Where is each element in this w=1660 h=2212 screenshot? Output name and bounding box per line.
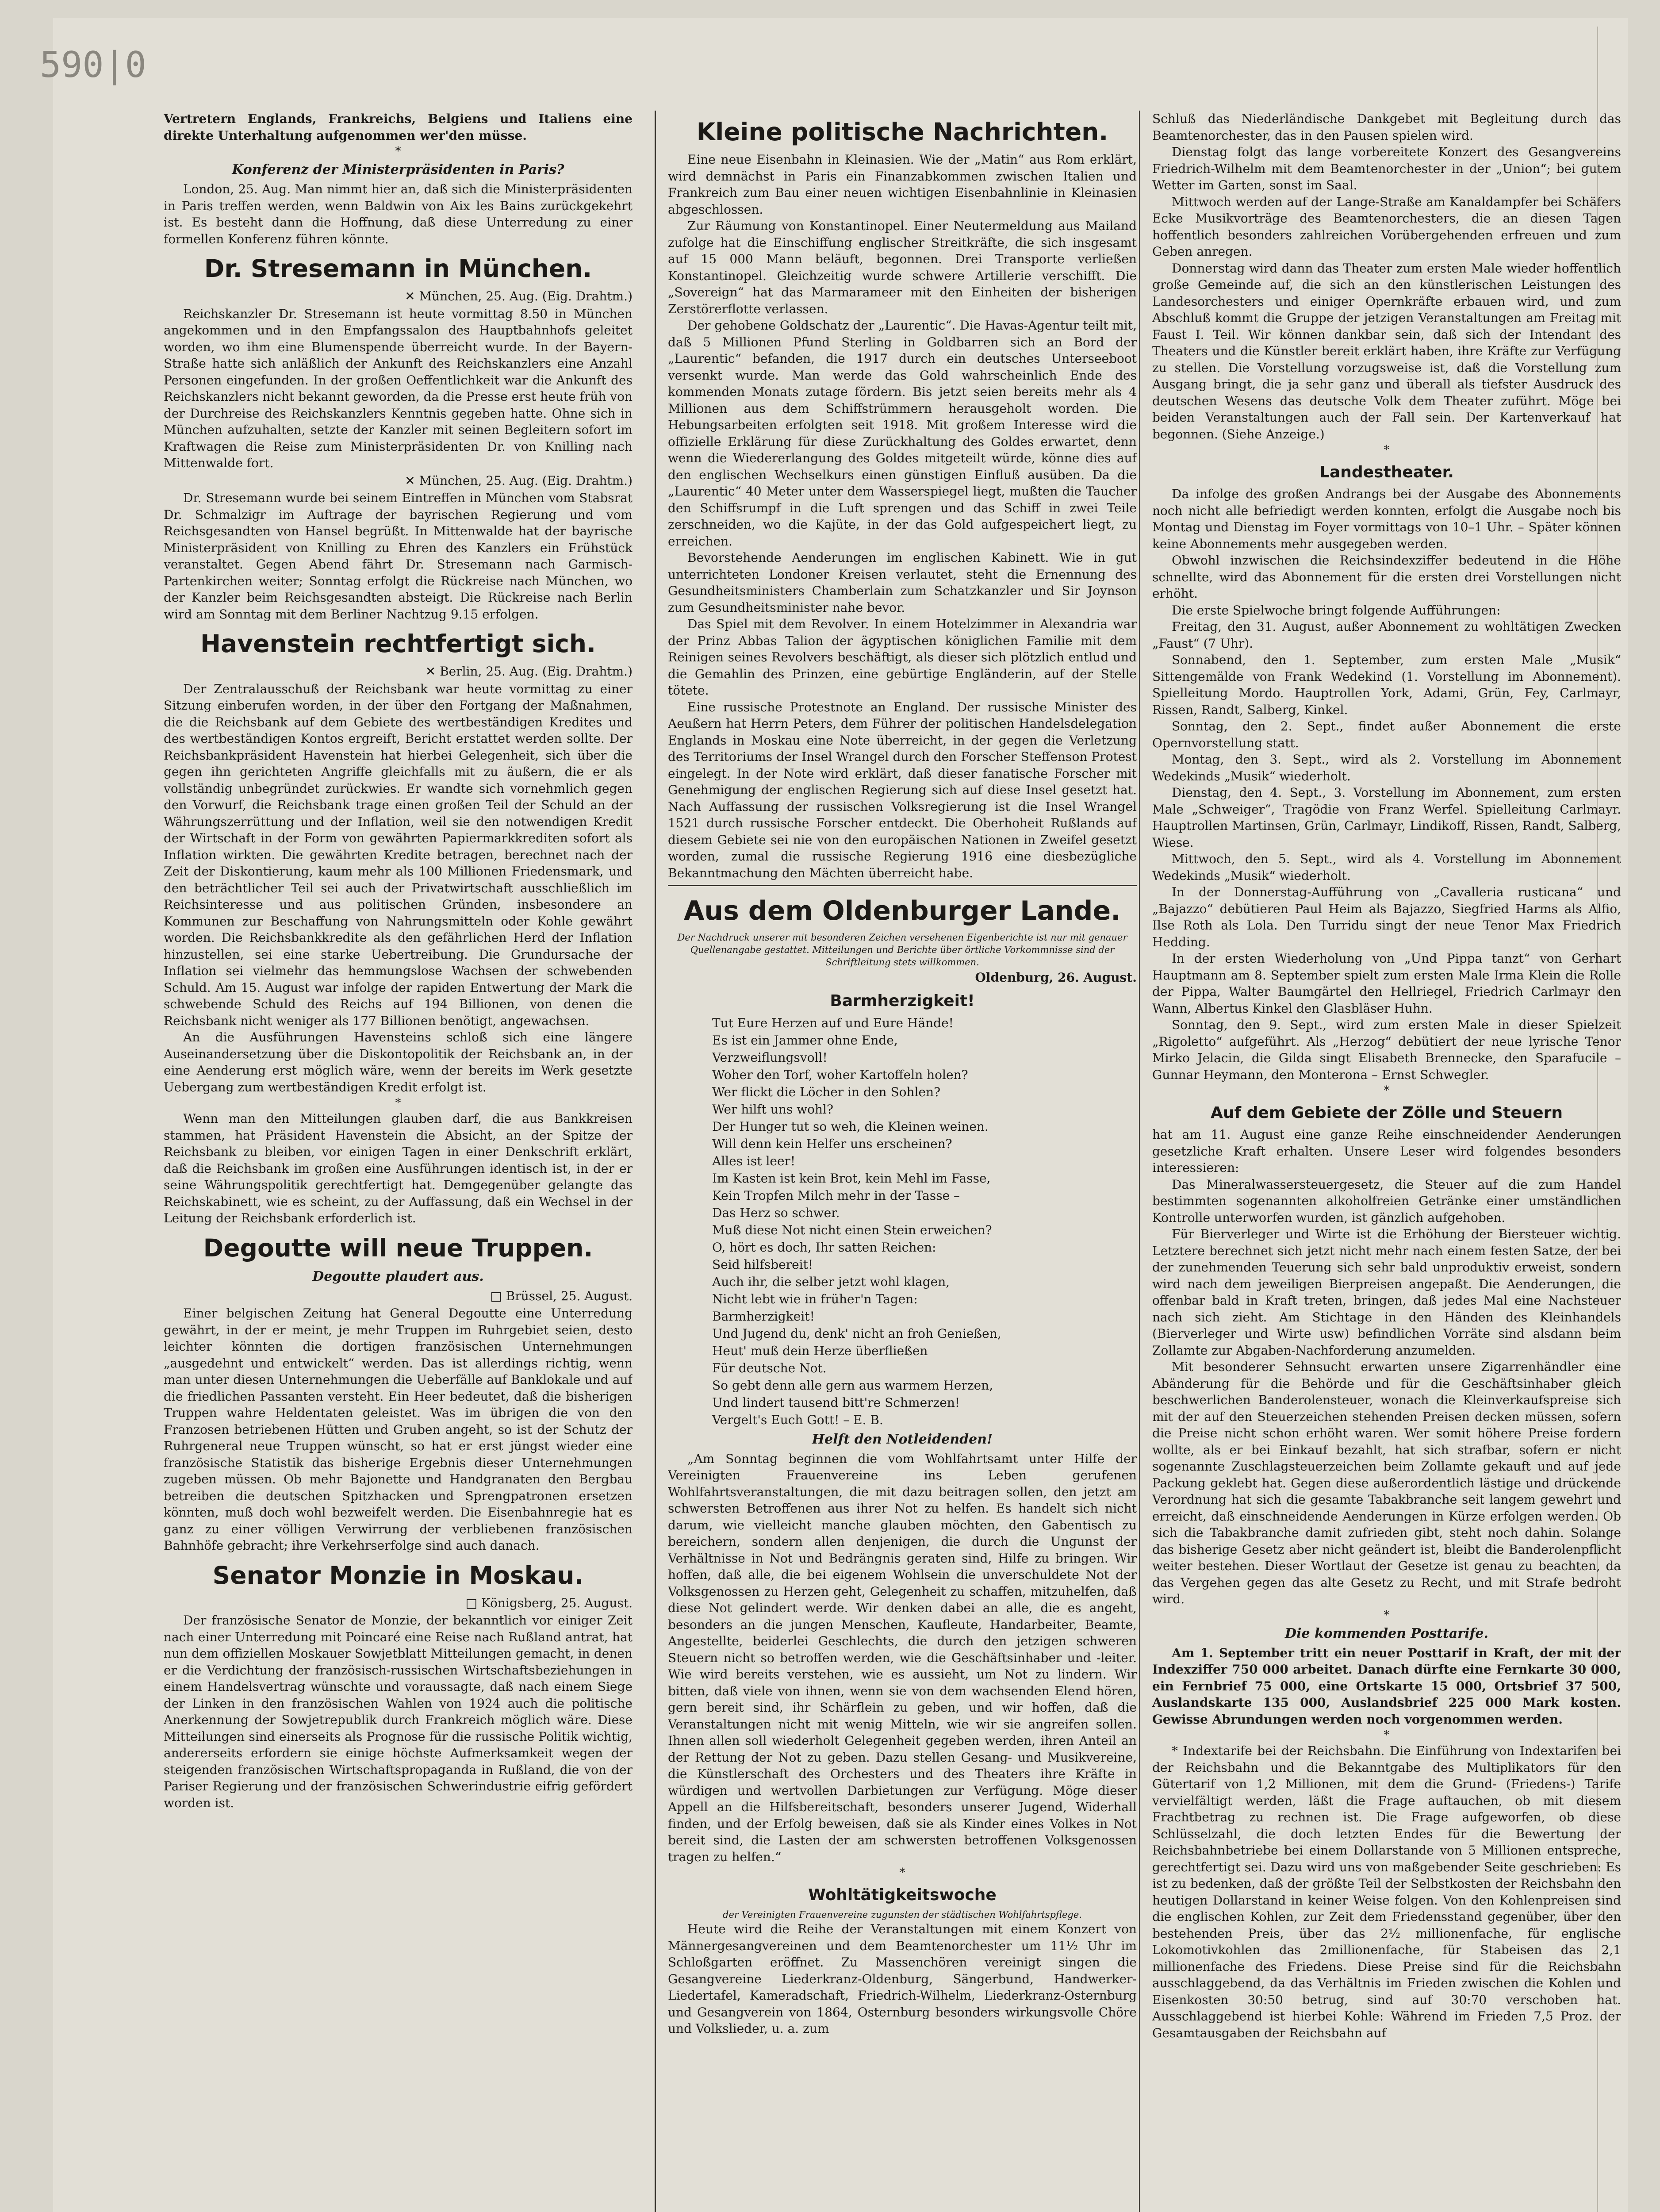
headline-posttarife: Die kommenden Posttarife. [1285, 1625, 1488, 1641]
reprint-note: Der Nachdruck unserer mit besonderen Zeichen versehenen Eigenberichte ist nur mit genauer Quellenangabe gestattet. Mitteilungen und Berichte über örtliche Vorkommnisse sind der Schriftleitung stets willkommen. [677, 932, 1127, 968]
schedule-entry: In der Donnerstag-Aufführung von „Cavalleria rusticana“ und „Bajazzo“ debütieren Paul Heim als Bajazzo, Siegfried Harms als Alfio, Ilse Roth als Lola. Den Turridu singt der neue Tenor Max Friedrich Hedding. [1152, 885, 1621, 949]
article-text: Obwohl inzwischen die Reichsindexziffer bedeutend in die Höhe schnellte, wird das Abonnement für die ersten drei Vorstellungen nicht erhöht. [1152, 553, 1621, 601]
article-text: An die Ausführungen Havensteins schloß sich eine längere Auseinandersetzung über die Diskontopolitik der Reichsbank an, in der eine Aenderung erst möglich wäre, wenn der bereits im Werk gesetzte Uebergang zum wertbeständigen Kredit erfolgt ist. [164, 1030, 633, 1094]
poem-line: Will denn kein Helfer uns erscheinen? [712, 1136, 952, 1151]
poem-title: Barmherzigkeit! [830, 991, 975, 1010]
article-text: Der Zentralausschuß der Reichsbank war heute vormittag zu einer Sitzung einberufen worden, in der über den Fortgang der Maßnahmen, die die Reichsbank auf dem Gebiete des wertbeständigen Kredites und des wertbeständigen Kontos ergreift, Bericht erstattet werden sollte. Der Reichsbankpräsident Havenstein hat hierbei Gelegenheit, sich über die gegen ihn gerichteten Angriffe gleichfalls mit zu äußern, die er als vollständig unbegründet zurückwies. Er wandte sich vornehmlich gegen den Vorwurf, die Reichsbank trage einen großen Teil der Schuld an der Währungszerrüttung und der Inflation, weil sie den notwendigen Kredit der Wirtschaft in der Form von gewährten Papiermarkkrediten sofort als Inflation wirkten. Die gewährten Kredite betragen, berechnet nach der Zeit der Diskontierung, kaum mehr als 100 Millionen Friedensmark, und den beträchtlicher Teil sei auch der Privatwirtschaft ausschließlich im Reichsinteresse und aus politischen Gründen, insbesondere an Kommunen zur Beschaffung von Nahrungsmitteln oder Kohle gewährt worden. Die Reichsbankkredite als den gefährlichen Herd der Inflation hinzustellen, sei eine starke Uebertreibung. Die Grundursache der Inflation sei vielmehr das hemmungslose Wachsen der schwebenden Schuld. Am 15. August war infolge der rapiden Entwertung der Mark die schwebende Schuld des Reichs auf 194 Billionen, von denen die Reichsbank nicht weniger als 177 Billionen benötigt, angewachsen. [164, 681, 633, 1028]
headline-havenstein: Havenstein rechtfertigt sich. [200, 630, 596, 658]
poem-line: Kein Tropfen Milch mehr in der Tasse – [712, 1188, 960, 1203]
headline-monzie: Senator Monzie in Moskau. [212, 1561, 584, 1590]
column-2 [668, 111, 1137, 2212]
article-text: Mittwoch werden auf der Lange-Straße am Kanaldampfer bei Schäfers Ecke Musikvorträge des Beamtenorchesters, die an diesen Tagen hoffentlich besonders zahlreichen Vorübergehenden erfreuen und zum Geben anregen. [1152, 194, 1621, 259]
news-item: Bevorstehende Aenderungen im englischen Kabinett. Wie in gut unterrichteten Londoner Kreisen verlautet, steht die Ernennung des Gesundheitsministers Chamberlain zum Schatzkanzler und Sir Joynson zum Gesundheitsminister nahe bevor. [668, 550, 1137, 615]
schedule-entry: Freitag, den 31. August, außer Abonnement zu wohltätigen Zwecken „Faust“ (7 Uhr). [1152, 619, 1621, 651]
news-item: Eine russische Protestnote an England. Der russische Minister des Aeußern hat Herrn Peters, dem Führer der politischen Handelsdelegation Englands in Moskau eine Note überreicht, in der gegen die Verletzung des Territoriums der Insel Wrangel durch den Forscher Steffenson Protest eingelegt. In der Note wird erklärt, daß dieser fanatische Forscher mit Genehmigung der englischen Regierung sich auf diese Insel gesetzt hat. Nach Auffassung der russischen Volksregierung ist die Insel Wrangel 1521 durch russische Forscher entdeckt. Die Oberhoheit Rußlands auf diesem Gebiete sei nie von den europäischen Nationen in Zweifel gesetzt worden, zumal die russische Regierung 1916 eine diesbezügliche Bekanntmachung den Mächten überreicht habe. [668, 699, 1137, 880]
dateline: ✕ Berlin, 25. Aug. (Eig. Drahtm.) [425, 664, 633, 679]
schedule-entry: Montag, den 3. Sept., wird als 2. Vorstellung im Abonnement Wedekinds „Musik“ wiederholt. [1152, 752, 1621, 783]
separator-star: * [899, 1866, 905, 1879]
separator-star: * [1384, 1084, 1390, 1097]
article-text: Donnerstag wird dann das Theater zum ersten Male wieder hoffentlich große Gemeinde auf, die sich an den künstlerischen Leistungen des Landesorchesters und einiger Opernkräfte erbauen wird, und zum Abschluß kommt die Gruppe der jetzigen Veranstaltungen am Freitag mit Faust I. Teil. Wir können dankbar sein, daß sich der Intendant des Theaters und die Künstler bereit erklärt haben, ihre Kräfte zur Verfügung zu stellen. Die Vorstellung vorzugsweise ist, daß die Vorstellung zum Ausgang bringt, die ja sehr ganz und überall als tiefster Ausdruck des deutschen Wesens das deutsche Volk dem Theater zuführt. Möge bei beiden Veranstaltungen auch der Fall sein. Der Kartenverkauf hat begonnen. (Siehe Anzeige.) [1152, 261, 1621, 442]
column-3 [1152, 111, 1621, 2212]
poem-line: Es ist ein Jammer ohne Ende, [712, 1033, 898, 1048]
article-continuation: Vertretern Englands, Frankreichs, Belgiens und Italiens eine direkte Unterhaltung aufgenommen wer'den müsse. [164, 111, 633, 143]
poem-line: Im Kasten ist kein Brot, kein Mehl im Fasse, [712, 1171, 991, 1186]
headline-stresemann: Dr. Stresemann in München. [204, 254, 592, 283]
subheadline: der Vereinigten Frauenvereine zugunsten der städtischen Wohlfahrtspflege. [723, 1909, 1082, 1920]
poem-line: Tut Eure Herzen auf und Eure Hände! [712, 1015, 954, 1030]
separator-star: * [395, 1096, 401, 1110]
poem-line: Barmherzigkeit! [712, 1309, 815, 1324]
poem-line: Seid hilfsbereit! [712, 1257, 813, 1272]
article-text: Heute wird die Reihe der Veranstaltungen mit einem Konzert von Männergesangvereinen und dem Beamtenorchester um 11½ Uhr im Schloßgarten eröffnet. Zu Massenchören vereinigt singen die Gesangvereine Liederkranz-Oldenburg, Sängerbund, Handwerker-Liedertafel, Kameradschaft, Friedrich-Wilhelm, Liederkranz-Osternburg und Gesangverein von 1864, Osternburg besonders wirkungsvolle Chöre und Volkslieder, u. a. zum [668, 1922, 1137, 2036]
dateline: □ Brüssel, 25. August. [490, 1288, 633, 1303]
poem-line: Woher den Torf, woher Kartoffeln holen? [712, 1067, 968, 1082]
article-text: Das Mineralwassersteuergesetz, die Steuer auf die zum Handel bestimmten sogenannten alkoholfreien Getränke einer umständlichen Kontrolle unterworfen wurden, ist gänzlich aufgehoben. [1152, 1177, 1621, 1225]
article-text: Dienstag folgt das lange vorbereitete Konzert des Gesangvereins Friedrich-Wilhelm mit dem Beamtenorchester in der „Union“; bei gutem Wetter im Garten, sonst im Saal. [1152, 145, 1621, 192]
article-text: Am 1. September tritt ein neuer Posttarif in Kraft, der mit der Indexziffer 750 000 arbeitet. Danach dürfte eine Fernkarte 30 000, ein Fernbrief 75 000, eine Ortskarte 15 000, Ortsbrief 37 500, Auslandskarte 135 000, Auslandsbrief 225 000 Mark kosten. Gewisse Abrundungen werden noch vorgenommen werden. [1152, 1645, 1621, 1727]
poem-line: Auch ihr, die selber jetzt wohl klagen, [712, 1274, 950, 1289]
article-text: Einer belgischen Zeitung hat General Degoutte eine Unterredung gewährt, in der er meint, je mehr Truppen im Ruhrgebiet seien, desto leichter könnten die dortigen französischen Unternehmungen „ausgedehnt und entwickelt“ werden. Das ist allerdings richtig, wenn man unter diesen Unternehmungen die Ueberfälle auf Banklokale und auf die friedlichen Passanten versteht. Ein Heer bedeutet, daß die bisherigen Truppen wahre Heldentaten geleistet. Was im übrigen die von den Franzosen betriebenen Hütten und Gruben angeht, so ist der Schutz der Ruhrgeneral neue Truppen wünscht, so hat er erst jüngst wieder eine französische Statistik das bisherige Ergebnis dieser Unternehmungen zugeben müssen. Ob mehr Bajonette und Handgranaten den Bergbau betreiben die deutschen Spitzhacken und Sprengpatronen ersetzen könnten, muß doch wohl bezweifelt werden. Die Eisenbahnregie hat es ganz zu einer völligen Verwirrung der verbliebenen französischen Bahnhöfe gebracht; ihre Verkehrserfolge sind auch danach. [164, 1306, 633, 1553]
schedule-entry: Dienstag, den 4. Sept., 3. Vorstellung im Abonnement, zum ersten Male „Schweiger“, Tragödie von Franz Werfel. Spielleitung Carlmayr. Hauptrollen Martinsen, Grün, Carlmayr, Lindikoff, Rissen, Randt, Salberg, Wiese. [1152, 785, 1621, 850]
schedule-entry: Sonntag, den 2. Sept., findet außer Abonnement die erste Opernvorstellung statt. [1152, 719, 1621, 750]
folio-number: 590|0 [40, 44, 146, 85]
article-text: Da infolge des großen Andrangs bei der Ausgabe des Abonnements noch nicht alle befriedigt werden konnten, erfolgt die Ausgabe noch bis Montag und Dienstag im Foyer vormittags von 10–1 Uhr. – Später können keine Abonnements mehr ausgegeben werden. [1152, 487, 1621, 551]
poem-line: Der Hunger tut so weh, die Kleinen weinen. [712, 1119, 989, 1134]
poem-line: So gebt denn alle gern aus warmem Herzen, [712, 1378, 993, 1393]
article-continuation: Schluß das Niederländische Dankgebet mit Begleitung durch das Beamtenorchester, das in den Pausen spielen wird. [1152, 111, 1621, 143]
headline-kleine-nachrichten: Kleine politische Nachrichten. [696, 118, 1108, 146]
poem-line: O, hört es doch, Ihr satten Reichen: [712, 1240, 936, 1255]
column-rule [655, 111, 656, 2212]
separator-star: * [1384, 1608, 1390, 1622]
schedule-entry: Mittwoch, den 5. Sept., wird als 4. Vorstellung im Abonnement Wedekinds „Musik“ wiederholt. [1152, 852, 1621, 883]
poem-line: Vergelt's Euch Gott! – E. B. [712, 1412, 883, 1427]
article-text: Mit besonderer Sehnsucht erwarten unsere Zigarrenhändler eine Abänderung für die Behörde und für die Geschäftsinhaber gleich beschwerlichen Banderolensteuer, wonach die Kleinverkaufspreise sich mit der auf den Steuerzeichen stehenden Preisen decken müssen, sofern die Preise nicht schon erhöht waren. Wer somit höhere Preise fordern wollte, als er bei Einkauf bezahlt, hat sich strafbar, sofern er nicht sogenannte Zuschlagsteuerzeichen beim Zollamte gekauft und auf jede Packung geklebt hat. Gegen diese außerordentlich lästige und drückende Verordnung hat sich die gesamte Tabakbranche seit langem gewehrt und erreicht, daß einschneidende Aenderungen in Kürze erfolgen werden. Ob sich die Tabakbranche damit zufrieden gibt, steht noch dahin. Solange das bisherige Gesetz aber nicht geändert ist, bleibt die Banderolenpflicht weiter bestehen. Dieser Wortlaut der Gesetze ist genau zu beachten, da das Vergehen gegen das alte Gesetz zu Recht, und mit Strafe bedroht wird. [1152, 1359, 1621, 1606]
poem-line: Verzweiflungsvoll! [712, 1050, 828, 1065]
column-rule [1139, 111, 1140, 2212]
news-item: Zur Räumung von Konstantinopel. Einer Neutermeldung aus Mailand zufolge hat die Einschiffung englischer Streitkräfte, die sich insgesamt auf 15 000 Mann beläuft, begonnen. Drei Transporte verließen Konstantinopel. Gleichzeitig wurde schwere Artillerie verschifft. Die „Sovereign“ hat das Marmarameer mit den Einheiten der bisherigen Zerstörerflotte verlassen. [668, 219, 1137, 316]
poem-line: Muß diese Not nicht einen Stein erweichen? [712, 1222, 992, 1237]
article-text: Reichskanzler Dr. Stresemann ist heute vormittag 8.50 in München angekommen und in den Empfangssalon des Hauptbahnhofs geleitet worden, wo ihm eine Blumenspende überreicht wurde. In der Bayern-Straße hatte sich anläßlich der Ankunft des Reichskanzlers eine Anzahl Personen eingefunden. In der großen Oeffentlichkeit war die Ankunft des Reichskanzlers nicht bekannt geworden, da die Presse erst heute früh von der Durchreise des Reichskanzlers Kenntnis gegeben hatte. Ohne sich in München aufzuhalten, setzte der Kanzler mit seinen Begleitern sofort im Kraftwagen die Reise zum Ministerpräsidenten Dr. von Knilling nach Mittenwalde fort. [164, 306, 633, 470]
schedule-entry: In der ersten Wiederholung von „Und Pippa tanzt“ von Gerhart Hauptmann am 8. September spielt zum ersten Male Irma Klein die Rolle der Pippa, Walter Baumgärtel den Hellriegel, Friedrich Carlmayr den Wann, Albertus Kinkel den Glasbläser Huhn. [1152, 951, 1621, 1016]
dateline: □ Königsberg, 25. August. [465, 1595, 633, 1610]
schedule-entry: Sonnabend, den 1. September, zum ersten Male „Musik“ Sittengemälde von Frank Wedekind (1. Vorstellung im Abonnement). Spielleitung Mordo. Hauptrollen York, Adami, Grün, Fey, Carlmayr, Rissen, Randt, Salberg, Kinkel. [1152, 653, 1621, 717]
poem-line: Wer hilft uns wohl? [712, 1102, 833, 1117]
poem-line: Und lindert tausend bitt're Schmerzen! [712, 1395, 960, 1410]
subheadline: Degoutte plaudert aus. [312, 1268, 484, 1284]
article-text: Dr. Stresemann wurde bei seinem Eintreffen in München vom Stabsrat Dr. Schmalzigr im Auftrage der bayrischen Regierung und vom Reichsgesandten von Hansel begrüßt. In Mittenwalde hat der bayrische Ministerpräsident von Knilling zu Ehren des Kanzlers ein Frühstück veranstaltet. Gegen Abend fährt Dr. Stresemann nach Garmisch-Partenkirchen weiter; Sonntag erfolgt die Rückreise nach München, wo der Kanzler beim Reichsgesandten absteigt. Die Rückreise nach Berlin wird am Sonntag mit dem Berliner Nachtzug 9.15 erfolgen. [164, 491, 633, 622]
news-item: Eine neue Eisenbahn in Kleinasien. Wie der „Matin“ aus Rom erklärt, wird demnächst in Paris ein Finanzabkommen zwischen Italien und Frankreich zum Bau einer neuen wichtigen Eisenbahnlinie in Kleinasien abgeschlossen. [668, 152, 1137, 217]
separator-star: * [395, 145, 401, 158]
dateline: ✕ München, 25. Aug. (Eig. Drahtm.) [405, 289, 633, 303]
headline-landestheater: Landestheater. [1319, 463, 1454, 481]
article-text: Wenn man den Mitteilungen glauben darf, die aus Bankkreisen stammen, hat Präsident Havenstein die Absicht, an der Spitze der Reichsbank zu bleiben, vor einigen Tagen in einer Denkschrift erklärt, daß die Reichsbank im großen eine Ausführungen identisch ist, in der er seine Währungspolitik gerechtfertigt hat. Demgegenüber gelangte das Reichskabinett, wie es scheint, zu der Auffassung, daß ein Wechsel in der Leitung der Reichsbank erforderlich ist. [164, 1111, 633, 1225]
poem-line: Alles ist leer! [712, 1153, 796, 1168]
separator-star: * [1384, 1728, 1390, 1742]
poem-line: Nicht lebt wie in früher'n Tagen: [712, 1291, 918, 1306]
headline-zoelle-steuern: Auf dem Gebiete der Zölle und Steuern [1210, 1104, 1563, 1122]
headline-wohltaetigkeitswoche: Wohltätigkeitswoche [808, 1886, 997, 1904]
news-item: Der gehobene Goldschatz der „Laurentic“. Die Havas-Agentur teilt mit, daß 5 Millionen Pfund Sterling in Goldbarren sich an Bord der „Laurentic“ befanden, die 1917 durch ein deutsches Unterseeboot versenkt wurde. Man werde das Gold wahrscheinlich Ende des kommenden Monats zutage fördern. Bis jetzt seien bereits mehr als 4 Millionen aus dem Schiffstrümmern herausgeholt worden. Die Hebungsarbeiten erfolgten seit 1918. Mit großem Interesse wird die offizielle Erklärung für diese Zurückhaltung des Goldes erwartet, denn wenn die Wiedererlangung des Goldes mitgeteilt würde, könne dies auf den englischen Wechselkurs einen günstigen Einfluß ausüben. Da die „Laurentic“ 40 Meter unter dem Wasserspiegel liegt, mußten die Taucher den Schiffsrumpf in die Luft sprengen und das Schiff in zwei Teile zerschneiden, wo die Kajüte, in der das Gold aufgespeichert liegt, zu erreichen. [668, 318, 1137, 549]
article-text: * Indextarife bei der Reichsbahn. Die Einführung von Indextarifen bei der Reichsbahn und die Bekanntgabe des Multiplikators für den Gütertarif von 1,2 Millionen, mit dem die Grund- (Friedens-) Tarife vervielfältigt werden, läßt die Frage auftauchen, ob mit diesem Frachtbetrag zu rechnen ist. Die Frage aufgeworfen, ob diese Schlüsselzahl, die doch letzten Endes für die Bewertung der Reichsbahnbetriebe bei einem Dollarstande von 5 Millionen entspreche, gerechtfertigt sei. Dazu wird uns von maßgebender Seite geschrieben: Es ist zu bedenken, daß der größte Teil der Selbstkosten der Reichsbahn den heutigen Dollarstand in keiner Weise folgen. Von den Kohlenpreisen sind die englischen Kohlen, zur Zeit dem Friedensstand gegenüber, über den bestehenden Preis, über das 2½ millionenfache, für englische Lokomotivkohlen das 2millionenfache, für Stabeisen das 2,1 millionenfache des Friedens. Diese Preise sind für die Reichsbahn ausschlaggebend, da das Verhältnis im Frieden zwischen die Kohlen und Eisenkosten 30:50 betrug, sind auf 30:70 verschoben hat. Ausschlaggebend ist hierbei Kohle: Während im Frieden 7,5 Proz. der Gesamtausgaben der Reichsbahn auf [1152, 1743, 1621, 2040]
section-rule [668, 885, 1137, 886]
poem-line: Heut' muß dein Herze überfließen [712, 1343, 928, 1358]
dateline: ✕ München, 25. Aug. (Eig. Drahtm.) [405, 473, 633, 488]
poem-line: Wer flickt die Löcher in den Sohlen? [712, 1084, 941, 1099]
article-text: Für Bierverleger und Wirte ist die Erhöhung der Biersteuer wichtig. Letztere berechnet sich jetzt nicht mehr nach einem festen Satze, der bei der zunehmenden Teuerung sich sehr bald unproduktiv erweist, sondern wird nach dem jeweiligen Bierpreisen angepaßt. Die Aenderungen, die offenbar bald in Kraft treten, bringen, daß jedes Mal eine Nachsteuer nach sich zieht. Am Stichtage in den Händen des Kleinhandels (Bierverleger und Wirte usw) befindlichen Vorräte sind alsdann beim Zollamte zur Abgaben-Nachforderung anzumelden. [1152, 1227, 1621, 1358]
article-text: Die erste Spielwoche bringt folgende Aufführungen: [1172, 603, 1501, 618]
poem-line: Und Jugend du, denk' nicht an froh Genießen, [712, 1326, 1001, 1341]
article-text: „Am Sonntag beginnen die vom Wohlfahrtsamt unter Hilfe der Vereinigten Frauenvereine ins Leben gerufenen Wohlfahrtsveranstaltungen, die mit dazu beitragen sollen, den jetzt am schwersten Betroffenen aus ihrer Not zu helfen. Es handelt sich nicht darum, wie vielleicht manche glauben möchten, den Gabentisch zu bereichern, sondern allen denjenigen, die durch die Ungunst der Verhältnisse in Not und Bedrängnis geraten sind, Hilfe zu bringen. Wir hoffen, daß alle, die bei eigenem Wohlsein die unverschuldete Not der Volksgenossen zu Herzen geht, Gelegenheit zu schaffen, mitzuhelfen, daß diese Not gelindert werde. Wir denken dabei an alle, die es angeht, besonders an die jungen Menschen, Kaufleute, Handarbeiter, Beamte, Angestellte, beiderlei Geschlechts, die durch den jetzigen schweren Steuern nicht so betroffen werden, wie die Geschäftsinhaber und -leiter. Wie wird bereits verstehen, wie es aussieht, um Not zu lindern. Wir bitten, daß viele von ihnen, wenn sie von dem wachsenden Elend hören, gern bereit sind, ihr Schärflein zu geben, und wir hoffen, daß die Veranstaltungen nicht mit wenig Mitteln, wie wir sie angreifen sollen. Ihnen allen soll wiederholt Gelegenheit gegeben werden, ihren Anteil an der Rettung der Not zu geben. Dazu stellen Gesang- und Musikvereine, die Künstlerschaft des Orchesters und des Theaters ihre Kräfte in würdigen und wertvollen Darbietungen zur Verfügung. Möge dieser Appell an die Hilfsbereitschaft, besonders unserer Jugend, Widerhall finden, und der Erfolg beweisen, daß sie als Kinder eines Volkes in Not bereit sind, die Lasten der am schwersten betroffenen Volksgenossen tragen zu helfen.“ [668, 1451, 1137, 1864]
separator-star: * [1384, 443, 1390, 457]
dateline: Oldenburg, 26. August. [975, 970, 1137, 985]
schedule-entry: Sonntag, den 9. Sept., wird zum ersten Male in dieser Spielzeit „Rigoletto“ aufgeführt. Als „Herzog“ debütiert der neue lyrische Tenor Mirko Jelacin, die Gilda singt Elisabeth Brennecke, den Sparafucile – Gunnar Heymann, den Monterona – Ernst Schwegler. [1152, 1018, 1621, 1082]
section-title-oldenburg: Aus dem Oldenburger Lande. [684, 895, 1121, 926]
poem [668, 1014, 1137, 1429]
article-text: hat am 11. August eine ganze Reihe einschneidender Aenderungen gesetzliche Kraft erhalten. Unsere Leser wird folgendes besonders interessieren: [1152, 1127, 1621, 1175]
article-text: Der französische Senator de Monzie, der bekanntlich vor einiger Zeit nach einer Unterredung mit Poincaré eine Reise nach Rußland antrat, hat nun dem offiziellen Moskauer Sowjetblatt Mitteilungen gemacht, in denen er die Verdichtung der französisch-russischen Wirtschaftsbeziehungen in einem Handelsvertrag wünschte und voraussagte, daß nach einem Siege der Linken in den französischen Wahlen von 1924 auch die politische Anerkennung der Sowjetrepublik durch Frankreich möglich wäre. Diese Mitteilungen sind einerseits als Prognose für die russische Politik wichtig, andererseits erfordern sie einige höchste Aufmerksamkeit wegen der steigenden französischen Wirtschaftspropaganda in Rußland, die von der Pariser Regierung und der französischen Schwerindustrie eifrig gefördert worden ist. [164, 1613, 633, 1810]
news-item: Das Spiel mit dem Revolver. In einem Hotelzimmer in Alexandria war der Prinz Abbas Talion der ägyptischen königlichen Familie mit dem Reinigen seines Revolvers beschäftigt, als dieser sich plötzlich entlud und die Gemahlin des Prinzen, eine gebürtige Engländerin, auf der Stelle tötete. [668, 617, 1137, 698]
column-1 [164, 111, 633, 2212]
poem-line: Für deutsche Not. [712, 1360, 827, 1375]
article-text: London, 25. Aug. Man nimmt hier an, daß sich die Ministerpräsidenten in Paris treffen werden, wenn Baldwin von Aix les Bains zurückgekehrt ist. Es besteht dann die Hoffnung, daß diese Unterredung zu einer formellen Konferenz führen könnte. [164, 182, 633, 246]
headline-notleidende: Helft den Notleidenden! [812, 1431, 993, 1447]
headline-konferenz: Konferenz der Ministerpräsidenten in Paris? [232, 162, 564, 177]
poem-line: Das Herz so schwer. [712, 1205, 840, 1220]
headline-degoutte: Degoutte will neue Truppen. [203, 1233, 593, 1262]
